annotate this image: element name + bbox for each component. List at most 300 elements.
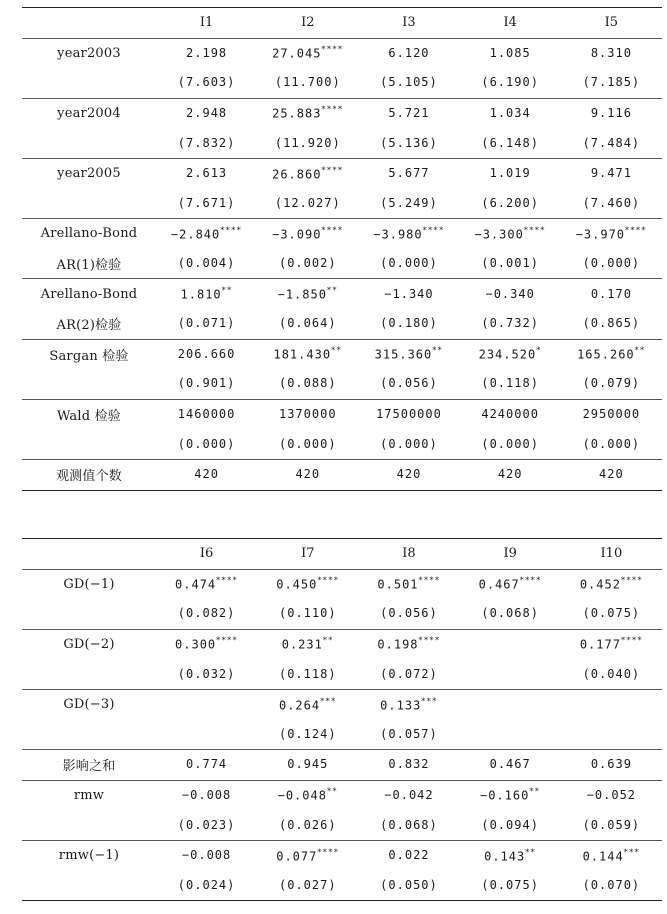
row-label: GD(−2) bbox=[63, 637, 115, 653]
cell-value: (11.700) bbox=[274, 75, 341, 90]
table-cell bbox=[460, 720, 561, 750]
cell-value: 0.177 bbox=[579, 637, 621, 652]
cell-value: −3.970 bbox=[575, 227, 626, 242]
cell-value: 420 bbox=[599, 467, 624, 482]
table-cell bbox=[460, 459, 561, 490]
column-header: I6 bbox=[156, 539, 257, 570]
row-label bbox=[22, 189, 156, 219]
table-cell bbox=[561, 629, 662, 659]
row-label: Sargan 检验 bbox=[49, 348, 129, 364]
table-cell bbox=[358, 279, 459, 309]
cell-value: 234.520 bbox=[478, 347, 537, 362]
cell-value: −0.008 bbox=[181, 788, 232, 803]
cell-value: (6.200) bbox=[481, 195, 539, 210]
cell-value: 0.077 bbox=[276, 848, 318, 863]
table-cell bbox=[460, 309, 561, 339]
significance-stars: **** bbox=[418, 636, 441, 646]
table-cell bbox=[257, 720, 358, 750]
table-cell bbox=[358, 68, 459, 98]
cell-value: (0.026) bbox=[278, 817, 337, 832]
column-header: I3 bbox=[358, 8, 459, 39]
table-row bbox=[22, 599, 662, 629]
table-cell bbox=[156, 309, 257, 339]
table-cell bbox=[156, 629, 257, 659]
cell-value: −0.340 bbox=[485, 286, 535, 301]
table-row bbox=[22, 659, 662, 689]
cell-value: (0.000) bbox=[380, 256, 438, 271]
table-cell bbox=[257, 569, 358, 599]
cell-value: (0.075) bbox=[481, 877, 539, 892]
cell-value: 206.660 bbox=[177, 346, 236, 361]
row-label bbox=[22, 369, 156, 399]
cell-value: (7.185) bbox=[582, 75, 641, 90]
header-corner bbox=[22, 8, 156, 39]
cell-value: −0.160 bbox=[479, 788, 530, 803]
cell-value: 8.310 bbox=[590, 45, 632, 60]
table-cell bbox=[358, 689, 459, 719]
table-cell bbox=[257, 68, 358, 98]
row-label: GD(−1) bbox=[63, 576, 115, 592]
table-cell bbox=[156, 810, 257, 840]
row-label: year2005 bbox=[57, 166, 121, 182]
cell-value: (0.118) bbox=[278, 666, 337, 681]
table-row bbox=[22, 309, 662, 339]
significance-stars: *** bbox=[623, 847, 641, 857]
cell-value: 9.116 bbox=[590, 106, 632, 121]
cell-value: 0.133 bbox=[380, 697, 422, 712]
significance-stars: ** bbox=[221, 285, 233, 295]
table-cell bbox=[257, 279, 358, 309]
table-cell bbox=[257, 459, 358, 490]
cell-value: −0.042 bbox=[384, 788, 434, 803]
cell-value: (0.110) bbox=[278, 606, 337, 621]
cell-value: (0.000) bbox=[481, 436, 539, 451]
cell-value: (0.057) bbox=[380, 726, 438, 741]
cell-value: (6.190) bbox=[481, 75, 539, 90]
table-cell bbox=[156, 249, 257, 279]
table-cell bbox=[460, 189, 561, 219]
table-cell bbox=[358, 659, 459, 689]
table-cell bbox=[561, 429, 662, 459]
table-cell bbox=[156, 158, 257, 188]
table-cell bbox=[561, 189, 662, 219]
cell-value: −3.980 bbox=[373, 227, 423, 242]
significance-stars: **** bbox=[220, 225, 243, 235]
cell-value: 2.198 bbox=[186, 45, 228, 60]
table-cell bbox=[460, 871, 561, 901]
table-cell bbox=[460, 158, 561, 188]
cell-value: 1460000 bbox=[177, 407, 236, 422]
cell-value: 2.948 bbox=[186, 106, 228, 121]
table-cell bbox=[156, 659, 257, 689]
cell-value: (0.056) bbox=[380, 376, 438, 391]
row-label: GD(−3) bbox=[63, 697, 115, 713]
cell-value: (7.832) bbox=[177, 135, 236, 150]
cell-value: −2.840 bbox=[170, 227, 221, 242]
cell-value: 0.501 bbox=[377, 577, 419, 592]
table-cell bbox=[460, 810, 561, 840]
cell-value: (5.249) bbox=[380, 195, 438, 210]
row-label bbox=[22, 720, 156, 750]
table-cell bbox=[358, 810, 459, 840]
table-row bbox=[22, 68, 662, 98]
cell-value: (0.072) bbox=[380, 666, 438, 681]
table-cell bbox=[156, 128, 257, 158]
row-label: AR(1)检验 bbox=[22, 249, 156, 279]
cell-value: (5.136) bbox=[380, 135, 438, 150]
significance-stars: ** bbox=[322, 636, 334, 646]
table-cell bbox=[561, 689, 662, 719]
cell-value: (0.068) bbox=[380, 817, 438, 832]
cell-value: (0.094) bbox=[481, 817, 539, 832]
table-row bbox=[22, 840, 662, 870]
significance-stars: **** bbox=[317, 847, 340, 857]
row-label: AR(2)检验 bbox=[22, 309, 156, 339]
row-label bbox=[22, 810, 156, 840]
significance-stars: *** bbox=[421, 696, 438, 706]
table-cell bbox=[460, 279, 561, 309]
cell-value: (0.040) bbox=[582, 666, 641, 681]
cell-value: 0.452 bbox=[579, 577, 621, 592]
cell-value: (7.603) bbox=[177, 75, 236, 90]
table-cell bbox=[460, 249, 561, 279]
table-cell bbox=[561, 871, 662, 901]
cell-value: 0.474 bbox=[175, 577, 217, 592]
cell-value: 1.034 bbox=[489, 106, 531, 121]
significance-stars: **** bbox=[523, 225, 546, 235]
cell-value: (0.000) bbox=[278, 436, 337, 451]
column-header: I10 bbox=[561, 539, 662, 570]
table-row bbox=[22, 98, 662, 128]
table-row bbox=[22, 780, 662, 810]
cell-value: 1.085 bbox=[489, 45, 531, 60]
cell-value: 0.144 bbox=[582, 848, 624, 863]
table-cell bbox=[358, 629, 459, 659]
cell-value: 0.170 bbox=[590, 286, 632, 301]
cell-value: 0.300 bbox=[175, 637, 217, 652]
table-cell bbox=[358, 399, 459, 429]
table-cell bbox=[358, 219, 459, 249]
cell-value: (0.070) bbox=[582, 877, 641, 892]
cell-value: 0.832 bbox=[388, 757, 430, 772]
significance-stars: **** bbox=[422, 225, 445, 235]
table-cell bbox=[358, 189, 459, 219]
row-label: rmw bbox=[73, 788, 105, 804]
cell-value: (0.000) bbox=[582, 436, 641, 451]
cell-value: (7.460) bbox=[582, 195, 641, 210]
significance-stars: ** bbox=[432, 346, 444, 356]
table-cell bbox=[561, 339, 662, 369]
cell-value: 4240000 bbox=[481, 407, 539, 422]
table-row bbox=[22, 720, 662, 750]
table-cell bbox=[358, 369, 459, 399]
table-cell bbox=[460, 429, 561, 459]
significance-stars: ** bbox=[634, 346, 646, 356]
cell-value: (0.071) bbox=[177, 316, 236, 331]
table-cell bbox=[257, 339, 358, 369]
table-cell bbox=[358, 750, 459, 781]
table-cell bbox=[460, 659, 561, 689]
table-cell bbox=[561, 599, 662, 629]
row-label: Wald 检验 bbox=[57, 409, 121, 425]
cell-value: (0.064) bbox=[278, 316, 337, 331]
table-cell bbox=[358, 128, 459, 158]
significance-stars: ** bbox=[529, 787, 541, 797]
table-cell bbox=[156, 219, 257, 249]
cell-value: −1.340 bbox=[384, 286, 434, 301]
table-row bbox=[22, 689, 662, 719]
table-cell bbox=[156, 459, 257, 490]
table-cell bbox=[156, 429, 257, 459]
row-label bbox=[22, 429, 156, 459]
table-row bbox=[22, 871, 662, 901]
column-header: I4 bbox=[460, 8, 561, 39]
cell-value: 1.810 bbox=[180, 287, 222, 302]
table-cell bbox=[460, 369, 561, 399]
table-cell bbox=[257, 629, 358, 659]
cell-value: (0.056) bbox=[380, 606, 438, 621]
table-cell bbox=[460, 840, 561, 870]
cell-value: (0.124) bbox=[278, 726, 337, 741]
table-cell bbox=[156, 38, 257, 68]
table-row bbox=[22, 158, 662, 188]
header-row bbox=[22, 8, 662, 39]
cell-value: −0.008 bbox=[181, 848, 232, 863]
table-cell bbox=[561, 720, 662, 750]
table-row bbox=[22, 810, 662, 840]
significance-stars: *** bbox=[320, 696, 337, 706]
table-cell bbox=[561, 219, 662, 249]
cell-value: 0.264 bbox=[278, 697, 321, 712]
cell-value: 0.022 bbox=[388, 848, 430, 863]
table-cell bbox=[561, 128, 662, 158]
cell-value: (0.901) bbox=[177, 376, 236, 391]
table-cell bbox=[358, 459, 459, 490]
cell-value: 25.883 bbox=[272, 106, 322, 121]
cell-value: 181.430 bbox=[273, 347, 332, 362]
cell-value: 0.945 bbox=[287, 757, 329, 772]
cell-value: (0.004) bbox=[177, 256, 236, 271]
significance-stars: ** bbox=[525, 847, 537, 857]
table-cell bbox=[257, 189, 358, 219]
table-cell bbox=[156, 871, 257, 901]
cell-value: (0.865) bbox=[582, 316, 641, 331]
cell-value: 5.677 bbox=[388, 166, 430, 181]
table-cell bbox=[460, 780, 561, 810]
cell-value: (0.002) bbox=[278, 256, 337, 271]
table-cell bbox=[156, 98, 257, 128]
cell-value: (0.082) bbox=[177, 606, 236, 621]
header-row bbox=[22, 539, 662, 570]
cell-value: (0.732) bbox=[481, 316, 539, 331]
table-cell bbox=[460, 339, 561, 369]
table-cell bbox=[561, 158, 662, 188]
cell-value: −3.090 bbox=[272, 227, 322, 242]
table-cell bbox=[156, 720, 257, 750]
table-row bbox=[22, 750, 662, 781]
significance-stars: **** bbox=[418, 576, 441, 586]
table-cell bbox=[561, 369, 662, 399]
row-label: year2003 bbox=[57, 45, 121, 61]
table-cell bbox=[358, 780, 459, 810]
cell-value: 1370000 bbox=[278, 407, 337, 422]
row-label: 影响之和 bbox=[22, 750, 156, 781]
table-cell bbox=[257, 599, 358, 629]
cell-value: 9.471 bbox=[590, 166, 632, 181]
significance-stars: **** bbox=[321, 45, 344, 55]
table-cell bbox=[257, 98, 358, 128]
table-cell bbox=[257, 871, 358, 901]
table-cell bbox=[358, 840, 459, 870]
table-cell bbox=[460, 68, 561, 98]
table-cell bbox=[561, 98, 662, 128]
cell-value: 165.260 bbox=[577, 347, 635, 362]
row-label bbox=[22, 68, 156, 98]
significance-stars: **** bbox=[620, 576, 643, 586]
row-label bbox=[22, 659, 156, 689]
column-header: I2 bbox=[257, 8, 358, 39]
cell-value: −3.300 bbox=[474, 227, 524, 242]
table-cell bbox=[358, 599, 459, 629]
table-cell bbox=[358, 309, 459, 339]
table-cell bbox=[460, 750, 561, 781]
table-row bbox=[22, 189, 662, 219]
row-label bbox=[22, 871, 156, 901]
cell-value: (0.001) bbox=[481, 256, 539, 271]
cell-value: 315.360 bbox=[374, 347, 433, 362]
table-row bbox=[22, 399, 662, 429]
cell-value: (0.079) bbox=[582, 376, 641, 391]
table-row bbox=[22, 38, 662, 68]
table-cell bbox=[257, 689, 358, 719]
table-cell bbox=[257, 249, 358, 279]
table-cell bbox=[257, 399, 358, 429]
cell-value: (0.023) bbox=[177, 817, 236, 832]
cell-value: (0.068) bbox=[481, 606, 539, 621]
cell-value: (0.059) bbox=[582, 817, 641, 832]
table-cell bbox=[561, 279, 662, 309]
row-label: 观测值个数 bbox=[22, 459, 156, 490]
cell-value: 27.045 bbox=[272, 46, 322, 61]
significance-stars: **** bbox=[620, 636, 643, 646]
row-label bbox=[22, 599, 156, 629]
cell-value: (11.920) bbox=[274, 135, 341, 150]
table-row bbox=[22, 629, 662, 659]
table-cell bbox=[460, 629, 561, 659]
cell-value: (0.000) bbox=[582, 256, 641, 271]
significance-stars: **** bbox=[216, 636, 239, 646]
cell-value: 420 bbox=[194, 467, 219, 482]
table-cell bbox=[358, 569, 459, 599]
table-cell bbox=[257, 128, 358, 158]
table-cell bbox=[561, 750, 662, 781]
table-cell bbox=[257, 780, 358, 810]
table-cell bbox=[561, 459, 662, 490]
table-cell bbox=[257, 840, 358, 870]
table-cell bbox=[561, 399, 662, 429]
table-cell bbox=[156, 399, 257, 429]
table-cell bbox=[156, 339, 257, 369]
table-cell bbox=[358, 720, 459, 750]
column-header: I8 bbox=[358, 539, 459, 570]
table-cell bbox=[257, 158, 358, 188]
table-row bbox=[22, 369, 662, 399]
row-label: rmw(−1) bbox=[58, 848, 120, 864]
table-cell bbox=[460, 128, 561, 158]
cell-value: (0.075) bbox=[582, 606, 641, 621]
cell-value: (6.148) bbox=[481, 135, 539, 150]
cell-value: 26.860 bbox=[272, 166, 322, 181]
significance-stars: **** bbox=[317, 576, 340, 586]
significance-stars: **** bbox=[321, 165, 344, 175]
table-cell bbox=[156, 599, 257, 629]
cell-value: 0.198 bbox=[377, 637, 419, 652]
table-cell bbox=[561, 780, 662, 810]
regression-table-2 bbox=[22, 538, 662, 901]
cell-value: 0.231 bbox=[281, 637, 323, 652]
table-cell bbox=[561, 659, 662, 689]
table-cell bbox=[156, 780, 257, 810]
cell-value: (0.180) bbox=[380, 316, 438, 331]
cell-value: (0.024) bbox=[177, 877, 236, 892]
table-cell bbox=[257, 369, 358, 399]
cell-value: 0.639 bbox=[590, 757, 632, 772]
table-cell bbox=[561, 249, 662, 279]
table-cell bbox=[257, 219, 358, 249]
column-header: I9 bbox=[460, 539, 561, 570]
table-cell bbox=[460, 569, 561, 599]
significance-stars: ** bbox=[331, 346, 343, 356]
significance-stars: **** bbox=[321, 105, 344, 115]
cell-value: (0.000) bbox=[380, 436, 438, 451]
column-header: I5 bbox=[561, 8, 662, 39]
table-cell bbox=[156, 689, 257, 719]
cell-value: (0.050) bbox=[380, 877, 438, 892]
cell-value: 0.774 bbox=[186, 757, 228, 772]
table-cell bbox=[358, 38, 459, 68]
cell-value: 0.450 bbox=[276, 577, 318, 592]
cell-value: (7.484) bbox=[582, 135, 641, 150]
cell-value: (0.027) bbox=[278, 877, 337, 892]
significance-stars: ** bbox=[326, 787, 338, 797]
cell-value: (0.000) bbox=[177, 436, 236, 451]
table-row bbox=[22, 569, 662, 599]
table-row bbox=[22, 279, 662, 309]
column-header: I1 bbox=[156, 8, 257, 39]
cell-value: (0.118) bbox=[481, 376, 539, 391]
cell-value: (0.088) bbox=[278, 376, 337, 391]
table-cell bbox=[156, 840, 257, 870]
regression-table-1 bbox=[22, 7, 662, 491]
table-cell bbox=[156, 369, 257, 399]
table-cell bbox=[460, 219, 561, 249]
cell-value: 17500000 bbox=[376, 407, 442, 422]
table-cell bbox=[257, 810, 358, 840]
cell-value: 6.120 bbox=[388, 45, 430, 60]
cell-value: 420 bbox=[497, 467, 523, 482]
table-cell bbox=[460, 98, 561, 128]
table-cell bbox=[156, 68, 257, 98]
table-cell bbox=[561, 810, 662, 840]
cell-value: −1.850 bbox=[277, 287, 327, 302]
cell-value: 0.467 bbox=[489, 757, 531, 772]
row-label: Arellano-Bond bbox=[40, 226, 138, 242]
table-cell bbox=[156, 279, 257, 309]
table-cell bbox=[358, 339, 459, 369]
significance-stars: **** bbox=[321, 225, 344, 235]
significance-stars: **** bbox=[625, 225, 648, 235]
cell-value: 2950000 bbox=[582, 407, 641, 422]
